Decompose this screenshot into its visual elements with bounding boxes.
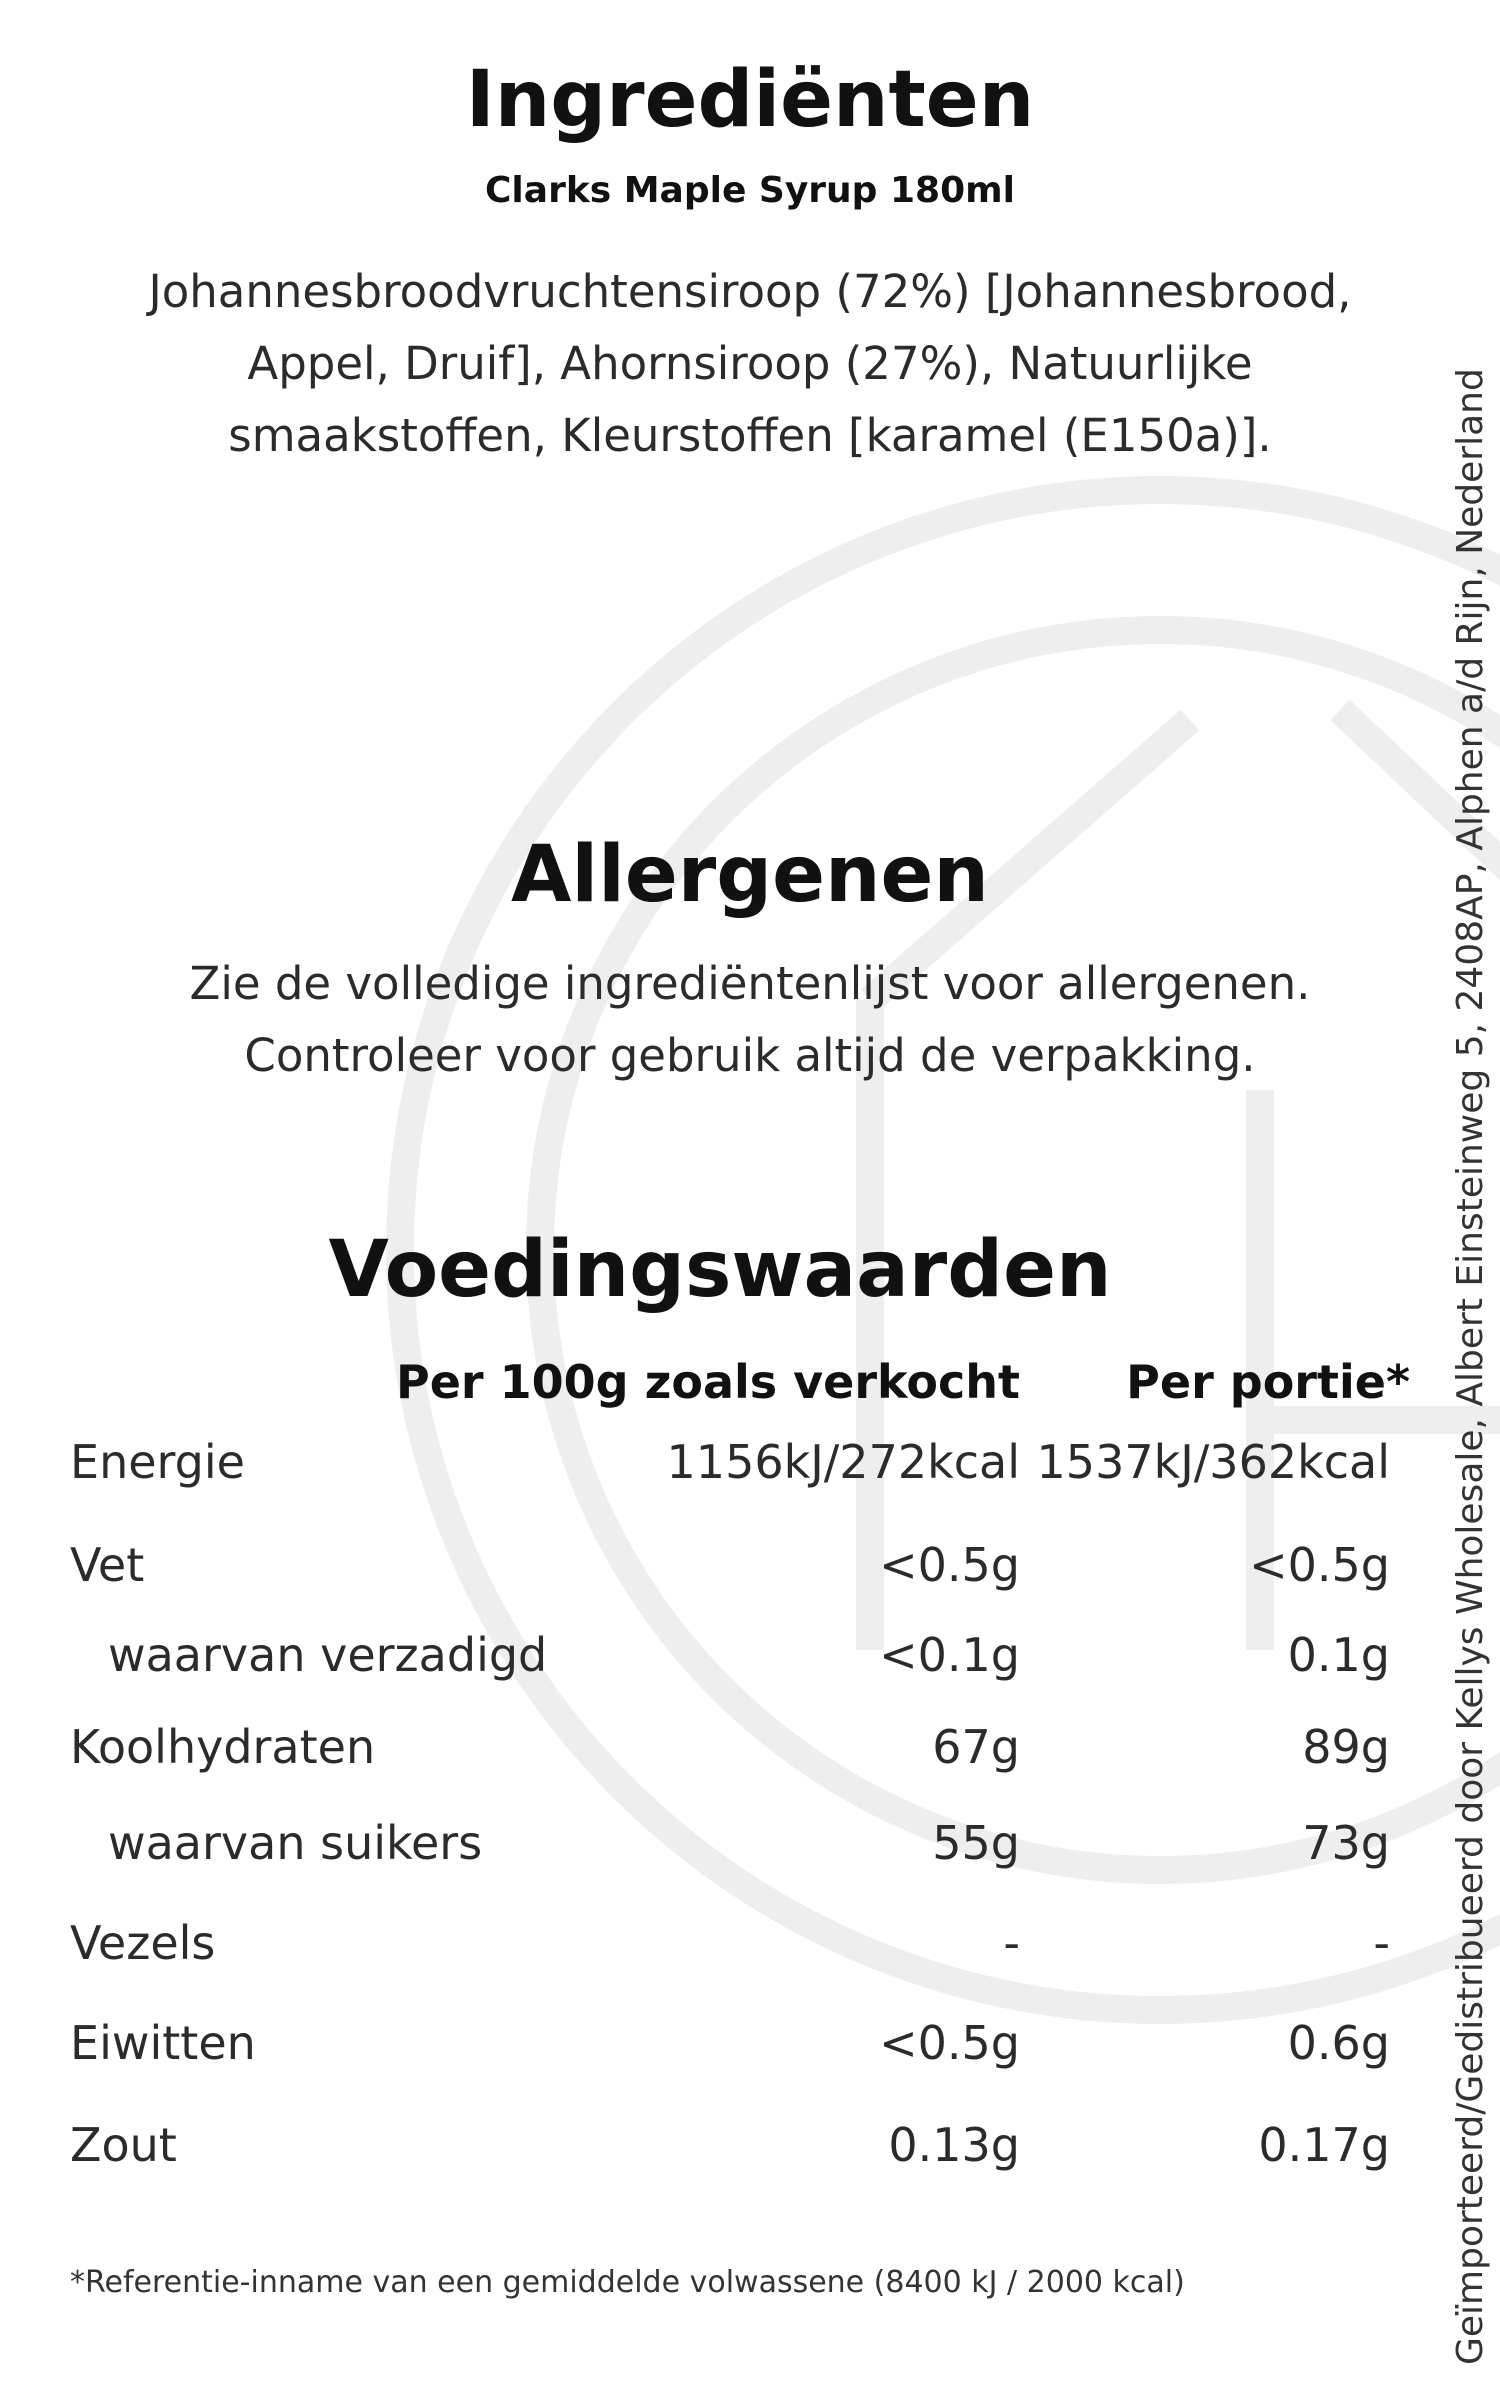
product-name: Clarks Maple Syrup 180ml [485,170,1015,211]
ingredients-title: Ingrediënten [465,55,1035,145]
nutrition-table [70,1355,1410,2208]
per100-value: 55g [932,1816,1020,1870]
table-row [70,1916,1390,2016]
portion-value: 73g [1302,1816,1390,1870]
nutrient-name: Koolhydraten [70,1720,376,1774]
reference-intake-footnote: *Referentie-inname van een gemiddelde volwassene (8400 kJ / 2000 kcal) [70,2265,1185,2300]
portion-value: 0.1g [1287,1628,1390,1682]
per100-value: 1156kJ/272kcal [666,1435,1020,1489]
portion-value: 0.6g [1287,2016,1390,2070]
table-row [70,2016,1390,2118]
col-per100-header: Per 100g zoals verkocht [396,1355,1020,1409]
per100-value: 0.13g [888,2118,1020,2172]
nutrition-title: Voedingswaarden [328,1225,1112,1315]
ingredients-text [0,256,1500,472]
nutrient-name: Energie [70,1435,245,1489]
allergens-line: Controleer voor gebruik altijd de verpakking. [244,1029,1256,1082]
ingredients-line: Johannesbroodvruchtensiroop (72%) [Johannesbrood, [148,265,1352,318]
nutrition-header-row [70,1355,1410,1435]
table-row [70,1628,1390,1720]
ingredients-line: Appel, Druif], Ahornsiroop (27%), Natuurlijke [247,337,1253,390]
nutrient-name: waarvan suikers [108,1816,483,1870]
nutrient-name: Vezels [70,1916,216,1970]
portion-value: 0.17g [1258,2118,1390,2172]
portion-value: <0.5g [1249,1538,1390,1592]
portion-value: - [1373,1916,1390,1970]
nutrient-name: Vet [70,1538,145,1592]
table-row [70,1816,1390,1916]
nutrient-name: Eiwitten [70,2016,256,2070]
allergens-line: Zie de volledige ingrediëntenlijst voor allergenen. [189,957,1311,1010]
col-portion-header: Per portie* [1126,1355,1410,1409]
nutrient-name: waarvan verzadigd [108,1628,548,1682]
portion-value: 89g [1302,1720,1390,1774]
per100-value: <0.1g [879,1628,1020,1682]
table-row [70,1538,1390,1628]
per100-value: - [1003,1916,1020,1970]
nutrient-name: Zout [70,2118,177,2172]
ingredients-line: smaakstoffen, Kleurstoffen [karamel (E150a)]. [228,409,1272,462]
portion-value: 1537kJ/362kcal [1036,1435,1390,1489]
allergens-title: Allergenen [511,830,989,920]
table-row [70,1435,1390,1538]
per100-value: <0.5g [879,2016,1020,2070]
distributor-address: Geïmporteerd/Gedistribueerd door Kellys Wholesale, Albert Einsteinweg 5, 2408AP, Alphen a/d Rijn, Nederland [1450,368,1491,2365]
table-row [70,1720,1390,1816]
per100-value: <0.5g [879,1538,1020,1592]
allergens-text [0,948,1500,1092]
per100-value: 67g [932,1720,1020,1774]
table-row [70,2118,1390,2208]
